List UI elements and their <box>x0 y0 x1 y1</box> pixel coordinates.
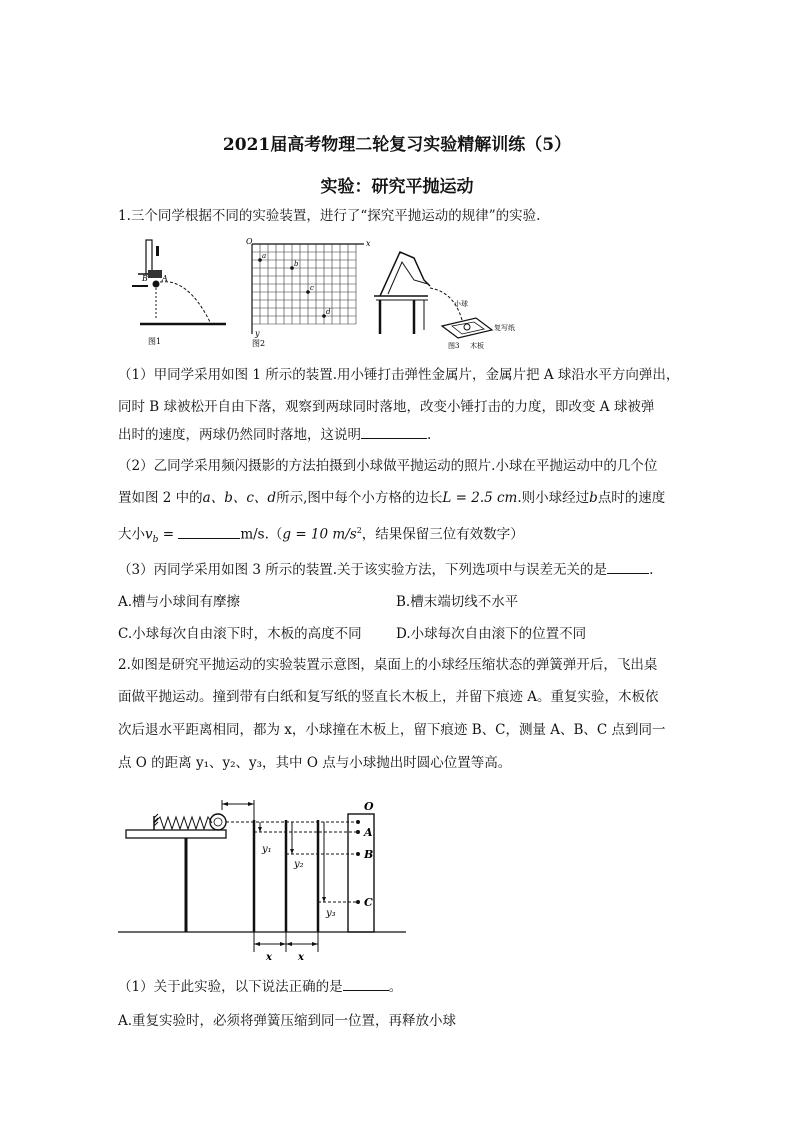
q1-part1-line1: （1）甲同学采用如图 1 所示的装置.用小锤打击弹性金属片，金属片把 A 球沿水平方向弹出， <box>118 367 680 383</box>
fig1-label-b: B <box>142 274 148 283</box>
fig3-label-ball: 小球 <box>454 300 468 308</box>
fig3-label-carbon: 复写纸 <box>494 324 515 332</box>
q1-part2-grid-length: L = 2.5 cm <box>442 490 518 506</box>
q2-sub1-period: 。 <box>388 979 403 995</box>
fig1-label-a: A <box>162 274 168 283</box>
q2-label-x1: x <box>266 952 272 963</box>
q2-label-y2: y₂ <box>294 859 304 870</box>
q1-part1-line2: 同时 B 球被松开自由下落，观察到两球同时落地，改变小锤打击的力度，即改变 A 球被弹 <box>118 399 655 415</box>
q1-part2-line1: （2）乙同学采用频闪摄影的方法拍摄到小球做平抛运动的照片.小球在平抛运动中的几个位 <box>118 458 658 474</box>
q1-option-c: C.小球每次自由滚下时，木板的高度不同 <box>118 626 362 642</box>
q2-label-y1: y₁ <box>262 844 272 855</box>
q2-option-a: A.重复实验时，必须将弹簧压缩到同一位置，再释放小球 <box>118 1013 457 1029</box>
q1-part2-text-d: 点时的速度 <box>597 490 666 506</box>
q1-part1-line3-text: 出时的速度，两球仍然同时落地，这说明 <box>118 427 361 443</box>
fig2-label-origin: O <box>246 237 253 246</box>
q1-part2-answer-blank[interactable] <box>178 526 240 539</box>
q1-figures <box>118 234 538 352</box>
q2-line3: 次后退水平距离相同，都为 x，小球撞在木板上，留下痕迹 B、C，测量 A、B、C 点到同一 <box>118 722 666 738</box>
q1-option-b: B.槽末端切线不水平 <box>396 594 519 610</box>
q1-part2-text-c: .则小球经过 <box>517 490 590 506</box>
q1-part2-eq: = <box>158 526 179 543</box>
q1-part3-answer-blank[interactable] <box>607 561 649 574</box>
q2-sub1-answer-blank[interactable] <box>343 978 389 991</box>
q1-stem: 1.三个同学根据不同的实验装置，进行了“探究平抛运动的规律”的实验. <box>118 208 541 224</box>
fig2-label-c: c <box>310 284 314 292</box>
q2-figure <box>118 792 408 964</box>
fig3-caption: 图3 <box>448 342 460 350</box>
q2-label-a: A <box>364 826 373 839</box>
q1-part2-text-e: 大小 <box>118 526 145 543</box>
fig2-label-b: b <box>294 260 299 268</box>
figure-1 <box>132 240 226 346</box>
q1-part2-point-b: b <box>589 490 598 506</box>
q2-line4: 点 O 的距离 y₁、y₂、y₃，其中 O 点与小球抛出时圆心位置等高。 <box>118 755 512 771</box>
page-subtitle: 实验：研究平抛运动 <box>320 177 474 197</box>
q2-label-o: O <box>364 800 374 813</box>
q2-label-c: C <box>364 896 373 909</box>
figure-3 <box>374 252 515 350</box>
q1-part1-line3 <box>118 426 684 444</box>
fig3-label-board: 木板 <box>470 342 484 350</box>
q1-part3-period: . <box>649 562 654 578</box>
figure-2 <box>246 237 371 348</box>
q1-part2-g-sup: 2 <box>356 526 362 535</box>
q1-part2-text-a: 置如图 2 中的 <box>118 490 203 506</box>
fig2-label-d: d <box>326 308 331 316</box>
q1-part3-line1 <box>118 561 684 579</box>
q1-part2-text-b: 所示,图中每个小方格的边长 <box>276 490 443 506</box>
q1-part2-vb: v <box>145 526 153 543</box>
fig2-label-y: y <box>255 329 260 338</box>
q1-part2-line2 <box>118 489 684 507</box>
q1-part2-letters: a、b、c、d <box>202 490 277 506</box>
fig1-caption: 图1 <box>148 337 162 346</box>
q2-line2: 面做平抛运动。撞到带有白纸和复写纸的竖直长木板上，并留下痕迹 A。重复实验，木板依 <box>118 689 659 705</box>
q2-label-x2: x <box>298 952 304 963</box>
q1-part1-answer-blank[interactable] <box>361 426 427 439</box>
q1-part3-text: （3）丙同学采用如图 3 所示的装置.关于该实验方法，下列选项中与误差无关的是 <box>118 562 608 578</box>
q1-option-d: D.小球每次自由滚下的位置不同 <box>396 626 587 642</box>
page-title: 2021届高考物理二轮复习实验精解训练（5） <box>222 135 572 155</box>
fig2-label-a: a <box>262 252 267 260</box>
q2-label-y3: y₃ <box>326 908 336 919</box>
fig2-caption: 图2 <box>252 339 266 348</box>
fig2-label-x: x <box>366 239 371 248</box>
q1-option-a: A.槽与小球间有摩擦 <box>118 594 241 610</box>
q1-part2-line3 <box>118 522 684 549</box>
q1-part2-text-g: ，结果保留三位有效数字） <box>361 526 524 543</box>
q1-part2-g: g = 10 m/s <box>282 526 357 543</box>
q1-part1-period: . <box>427 427 432 443</box>
q2-sub1-text: （1）关于此实验，以下说法正确的是 <box>118 979 343 995</box>
q1-part2-text-f: m/s.（ <box>240 526 283 543</box>
q1-part2-vb-sub: b <box>152 535 159 546</box>
q2-sub1 <box>118 978 684 996</box>
q2-line1: 2.如图是研究平抛运动的实验装置示意图，桌面上的小球经压缩状态的弹簧弹开后，飞出桌 <box>118 657 658 673</box>
q2-label-b: B <box>364 848 374 861</box>
